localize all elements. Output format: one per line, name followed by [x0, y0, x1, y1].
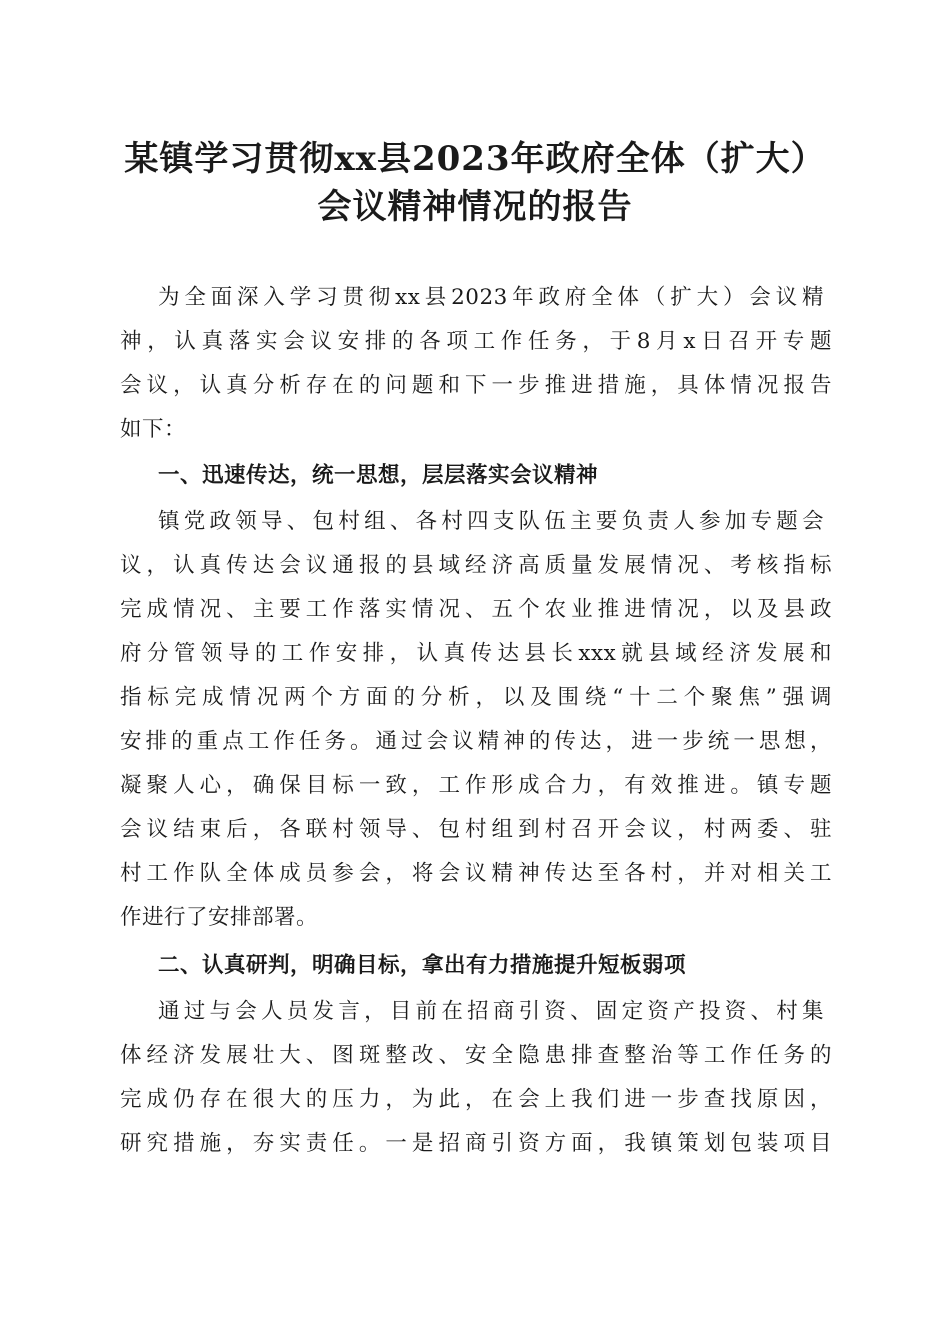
- intro-paragraph-line: 神，认真落实会议安排的各项工作任务，于8月x日召开专题: [120, 329, 832, 354]
- section-1-line: 议，认真传达会议通报的县域经济高质量发展情况、考核指标: [120, 553, 832, 578]
- section-1-line: 镇党政领导、包村组、各村四支队伍主要负责人参加专题会: [158, 509, 824, 534]
- section-2-line: 体经济发展壮大、图斑整改、安全隐患排查整治等工作任务的: [120, 1043, 832, 1068]
- section-2-line: 通过与会人员发言，目前在招商引资、固定资产投资、村集: [158, 999, 824, 1024]
- document-title-line-1: 某镇学习贯彻xx县2023年政府全体（扩大）: [124, 139, 826, 179]
- section-1-line: 会议结束后，各联村领导、包村组到村召开会议，村两委、驻: [120, 817, 832, 842]
- intro-paragraph-line: 为全面深入学习贯彻xx县2023年政府全体（扩大）会议精: [158, 285, 824, 310]
- document-title-line-2: 会议精神情况的报告: [317, 187, 633, 227]
- intro-paragraph-line: 会议，认真分析存在的问题和下一步推进措施，具体情况报告: [120, 373, 832, 398]
- section-1-line: 指标完成情况两个方面的分析，以及围绕“十二个聚焦”强调: [120, 685, 832, 710]
- section-1-line: 府分管领导的工作安排，认真传达县长xxx就县域经济发展和: [120, 641, 832, 666]
- section-2-line: 研究措施，夯实责任。一是招商引资方面，我镇策划包装项目: [120, 1131, 832, 1156]
- section-1-line: 完成情况、主要工作落实情况、五个农业推进情况，以及县政: [120, 597, 832, 622]
- section-1-line: 村工作队全体成员参会，将会议精神传达至各村，并对相关工: [120, 861, 832, 886]
- section-1-line: 安排的重点工作任务。通过会议精神的传达，进一步统一思想，: [120, 729, 832, 754]
- section-2-line: 完成仍存在很大的压力，为此，在会上我们进一步查找原因，: [120, 1087, 832, 1112]
- section-1-heading: 一、迅速传达，统一思想，层层落实会议精神: [158, 463, 599, 488]
- intro-paragraph-line: 如下：: [120, 417, 187, 442]
- section-1-line: 凝聚人心，确保目标一致，工作形成合力，有效推进。镇专题: [120, 773, 832, 798]
- section-1-line: 作进行了安排部署。: [120, 905, 319, 930]
- section-2-heading: 二、认真研判，明确目标，拿出有力措施提升短板弱项: [158, 953, 687, 978]
